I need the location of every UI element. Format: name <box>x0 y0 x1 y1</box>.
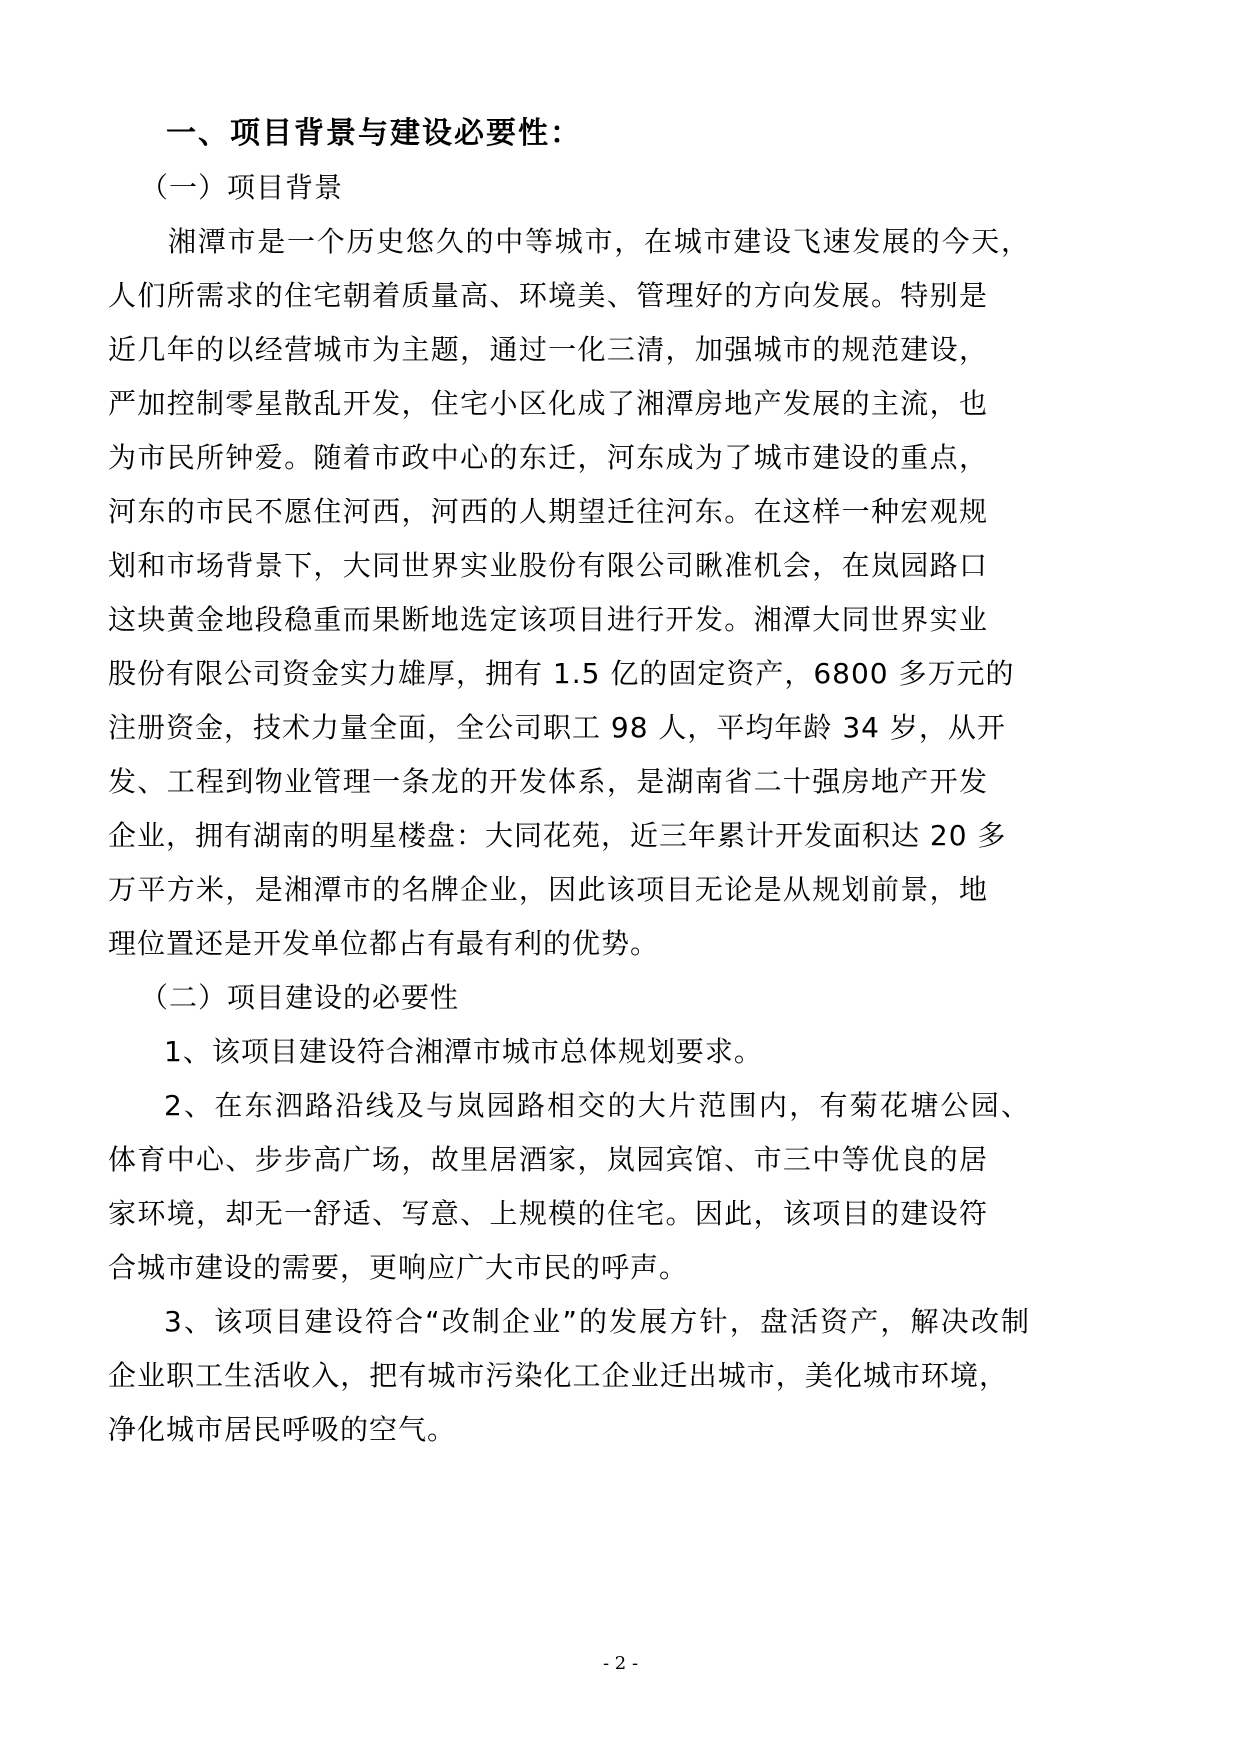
background-line: 划和市场背景下，大同世界实业股份有限公司瞅准机会，在岚园路口 <box>108 549 988 582</box>
necessity-point-3-line: 净化城市居民呼吸的空气。 <box>108 1413 457 1446</box>
background-line: 股份有限公司资金实力雄厚，拥有 1.5 亿的固定资产，6800 多万元的 <box>108 657 1015 690</box>
background-line: 万平方米，是湘潭市的名牌企业，因此该项目无论是从规划前景，地 <box>108 873 988 906</box>
background-line: 注册资金，技术力量全面，全公司职工 98 人，平均年龄 34 岁，从开 <box>108 711 1006 744</box>
background-line: 湘潭市是一个历史悠久的中等城市，在城市建设飞速发展的今天， <box>168 225 1030 258</box>
background-line: 这块黄金地段稳重而果断地选定该项目进行开发。湘潭大同世界实业 <box>108 603 988 636</box>
necessity-point-2-line: 合城市建设的需要，更响应广大市民的呼声。 <box>108 1251 689 1284</box>
necessity-point-3-line: 3、该项目建设符合“改制企业”的发展方针，盘活资产，解决改制 <box>164 1305 1030 1338</box>
necessity-point-1: 1、该项目建设符合湘潭市城市总体规划要求。 <box>164 1035 763 1068</box>
background-line: 河东的市民不愿住河西，河西的人期望迁往河东。在这样一种宏观规 <box>108 495 988 528</box>
necessity-point-2-line: 2、在东泗路沿线及与岚园路相交的大片范围内，有菊花塘公园、 <box>164 1089 1030 1122</box>
necessity-point-2-line: 家环境，却无一舒适、写意、上规模的住宅。因此，该项目的建设符 <box>108 1197 988 1230</box>
background-line: 企业，拥有湖南的明星楼盘：大同花苑，近三年累计开发面积达 20 多 <box>108 819 1007 852</box>
background-line: 理位置还是开发单位都占有最有利的优势。 <box>108 927 660 960</box>
subheading-necessity: （二）项目建设的必要性 <box>140 981 460 1014</box>
background-line: 近几年的以经营城市为主题，通过一化三清，加强城市的规范建设， <box>108 333 988 366</box>
background-line: 为市民所钟爱。随着市政中心的东迁，河东成为了城市建设的重点， <box>108 441 988 474</box>
subheading-background: （一）项目背景 <box>140 171 344 204</box>
background-line: 人们所需求的住宅朝着质量高、环境美、管理好的方向发展。特别是 <box>108 279 988 312</box>
necessity-point-3-line: 企业职工生活收入，把有城市污染化工企业迁出城市，美化城市环境， <box>108 1359 1008 1392</box>
section-heading: 一、项目背景与建设必要性： <box>166 116 582 151</box>
necessity-point-2-line: 体育中心、步步高广场，故里居酒家，岚园宾馆、市三中等优良的居 <box>108 1143 988 1176</box>
background-line: 发、工程到物业管理一条龙的开发体系，是湖南省二十强房地产开发 <box>108 765 988 798</box>
page-number: - 2 - <box>602 1653 639 1674</box>
background-line: 严加控制零星散乱开发，住宅小区化成了湘潭房地产发展的主流，也 <box>108 387 988 420</box>
